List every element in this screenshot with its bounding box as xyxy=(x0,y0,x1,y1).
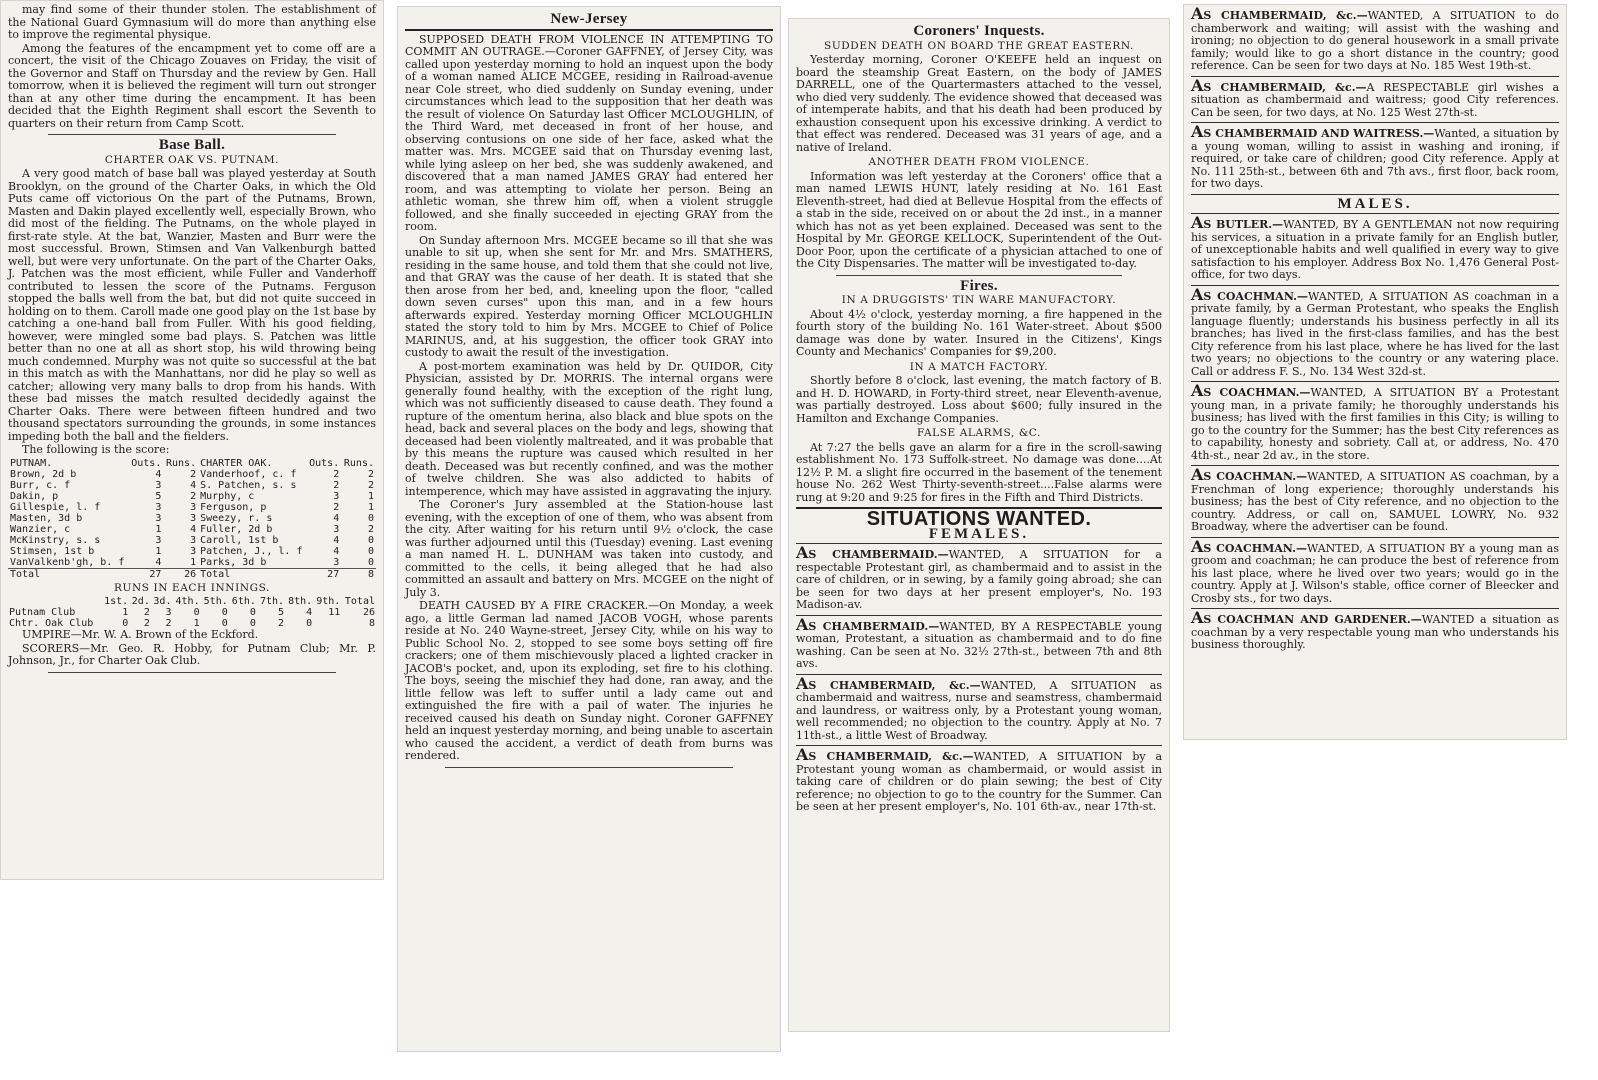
sub-heading: SUDDEN DEATH ON BOARD THE GREAT EASTERN. xyxy=(824,39,1134,52)
ad-keyword: S CHAMBERMAID, &c.— xyxy=(1203,80,1367,94)
table-cell: 3 xyxy=(190,501,197,513)
sub-heading: IN A DRUGGISTS' TIN WARE MANUFACTORY. xyxy=(841,294,1117,306)
table-cell: 2 xyxy=(190,490,197,502)
table-cell: VanValkenb'gh, b. f xyxy=(10,556,125,568)
sub-heading: CHARTER OAK VS. PUTNAM. xyxy=(104,153,280,166)
table-header xyxy=(8,596,101,607)
ad-text: WANTED, BY A GENTLEMAN not now requiring his services, a situation in a private family for an English butler, of unexceptionable habits and well qualified in every way to give satisfaction to his employer. Address Box No. 1,476 General Post-office, for two days. xyxy=(1191,218,1559,281)
table-cell: 3 xyxy=(155,501,162,513)
ad-initial: A xyxy=(796,673,809,693)
article-paragraph: On Sunday afternoon Mrs. MCGEE became so ill that she was unable to sit up, when she sent for Mr. and Mrs. SMATHERS, residing in the same house, and told them that she could not live, and that GRAY was the cause of her death. It is stated that she then arose from her bed, and, kneeling upon the floor, "called down seven curses" upon this man, and in a few hours afterwards expired. Yesterday morning Officer MCLOUGHLIN stated the story told to him by Mrs. MCGEE to Chief of Police MARINUS, and, at his suggestion, the officer took GRAY into custody to await the result of the investigation. xyxy=(405,233,773,359)
sub-heading: FALSE ALARMS, &C. xyxy=(917,427,1041,439)
score-table xyxy=(8,458,376,580)
article-paragraph: Yesterday morning, Coroner O'KEEFE held an inquest on board the steamship Great Eastern, on the body of JAMES DARRELL, one of the Quartermasters attached to the vessel, who died very suddenly. The evidence showed that deceased was of intemperate habits, and that his death had been produced by exhaustion consequent upon his excessive drinking. A verdict to that effect was rendered. Deceased was 31 years of age, and a native of Ireland. xyxy=(796,53,1162,154)
table-cell: 4 xyxy=(333,534,340,546)
ad-keyword: S CHAMBERMAID AND WAITRESS.— xyxy=(1203,127,1435,140)
ad-keyword: S COACHMAN.— xyxy=(1203,470,1308,483)
table-row xyxy=(8,596,376,607)
table-cell: 27 xyxy=(327,568,340,580)
ad-keyword: S COACHMAN.— xyxy=(1203,541,1307,555)
divider xyxy=(1191,608,1559,609)
table-cell: Burr, c. f xyxy=(10,479,71,491)
table-cell: Murphy, c xyxy=(200,490,255,502)
classified-ad xyxy=(1191,381,1559,462)
table-cell: 3 xyxy=(190,512,197,524)
clipping-coroners-fires-situations xyxy=(788,18,1170,1032)
ad-initial: A xyxy=(1191,4,1204,23)
divider xyxy=(1191,465,1559,466)
divider xyxy=(1191,285,1559,286)
table-header: 6th. xyxy=(231,596,256,607)
table-cell: Wanzier, c xyxy=(10,523,71,535)
ad-initial: A xyxy=(1191,381,1204,400)
table-cell: 3 xyxy=(190,545,197,557)
table-cell: 1 xyxy=(155,545,162,557)
ad-keyword: S CHAMBERMAID.— xyxy=(808,619,940,633)
classified-ad xyxy=(796,614,1162,671)
ad-initial: A xyxy=(796,614,809,634)
table-header: Outs. xyxy=(309,457,340,469)
table-row xyxy=(8,535,376,546)
classified-ad xyxy=(1191,213,1559,282)
table-header: PUTNAM. xyxy=(10,457,53,469)
males-heading: MALES. xyxy=(1337,195,1413,212)
ad-initial: A xyxy=(796,745,809,764)
divider xyxy=(1191,194,1559,195)
ad-text: WANTED, BY A RESPECTABLE young woman, Protestant, a situation as chambermaid and to do fine washing. Can be seen at No. 32½ 27th-st., between 7th and 8th avs. xyxy=(796,619,1162,670)
article-paragraph: Shortly before 8 o'clock, last evening, the match factory of B. and H. D. HOWARD, in Forty-third street, near Eleventh-avenue, was partially destroyed. Loss about $600; fully insured in the Hamilton and Exchange Companies. xyxy=(796,374,1162,425)
table-cell: 2 xyxy=(333,479,340,491)
article-paragraph: Among the features of the encampment yet to come off are a concert, the visit of the Chicago Zouaves on Friday, the visit of the Governor and Staff on Thursday and the review by Gen. Hall tomorrow, when it is believed the regiment will turn out stronger than at any other time during the encampment. It has been decided that the Eighth Regiment shall escort the Seventh to quarters on their return from Camp Scott. xyxy=(8,41,376,130)
article-paragraph: SUPPOSED DEATH FROM VIOLENCE IN ATTEMPTING TO COMMIT AN OUTRAGE.—Coroner GAFFNEY, of Jersey City, was called upon yesterday morning to hold an inquest upon the body of a woman named ALICE MCGEE, residing in Railroad-avenue near Cole street, who died suddenly on Sunday evening, under circumstances which lead to the supposition that her death was the result of violence On Saturday last Officer MCLOUGHLIN, of the Third Ward, met deceased in front of her house, and observing contusions on one side of her face, asked what the matter was. Mrs. MCGEE said that on Thursday evening last, while lying asleep on her bed, she was suddenly awakened, and discovered that a man named JAMES GRAY had entered her room, and was attempting to violate her person. Being an athletic woman, she threw him off, when a violent struggle followed, and she finally succeeded in ejecting GRAY from the room. xyxy=(405,32,773,233)
clipping-situations-males xyxy=(1183,4,1567,740)
ad-keyword: S COACHMAN.— xyxy=(1203,386,1311,399)
article-paragraph: may find some of their thunder stolen. The establishment of the National Guard Gymnasium will do more than anything else to improve the regimental physique. xyxy=(8,3,376,41)
classified-ad xyxy=(796,745,1162,814)
table-row xyxy=(8,480,376,491)
ad-initial: A xyxy=(1191,608,1204,627)
classified-ad xyxy=(1191,284,1559,379)
table-cell: 4 xyxy=(333,545,340,557)
ad-initial: A xyxy=(1191,465,1204,484)
table-cell: 1 xyxy=(122,607,129,618)
innings-table xyxy=(8,596,376,629)
sub-heading: ANOTHER DEATH FROM VIOLENCE. xyxy=(868,156,1090,168)
classified-ad xyxy=(1191,465,1560,534)
article-paragraph: Information was left yesterday at the Coroners' office that a man named LEWIS HUNT, lately residing at No. 161 East Eleventh-street, had died at Bellevue Hospital from the effects of a stab in the side, received on or about the 2d inst., in a manner which has not as yet been explained. Deceased was sent to the Hospital by Mr. GEORGE KELLOCK, Superintendent of the Out-Door Poor, upon the certificate of a physician attached to one of the City Dispensaries. The matter will be investigated to-day. xyxy=(796,169,1162,270)
table-header: Total xyxy=(344,596,375,607)
ad-keyword: S CHAMBERMAID.— xyxy=(808,548,949,561)
table-cell: 4 xyxy=(155,468,162,480)
divider xyxy=(1191,381,1559,382)
table-cell: 2 xyxy=(367,468,374,480)
table-cell: 1 xyxy=(193,618,200,629)
table-header: 9th. xyxy=(316,596,341,607)
ad-text: WANTED, A SITUATION by a Protestant young woman as chambermaid, or would assist in taking care of children or do plain sewing; the best of City reference; no objection to go to the country for the Summer. Can be seen at her present employer's, No. 101 6th-av., near 17th-st. xyxy=(796,750,1162,813)
divider xyxy=(796,543,1162,544)
table-cell: 4 xyxy=(333,512,340,524)
table-cell: 1 xyxy=(155,523,162,535)
table-cell: 1 xyxy=(367,501,374,513)
table-row xyxy=(8,502,376,513)
table-cell: 3 xyxy=(333,523,340,535)
table-row xyxy=(8,557,376,569)
table-cell: 3 xyxy=(165,607,172,618)
table-cell: 0 xyxy=(367,534,374,546)
ad-text: WANTED, A SITUATION as chambermaid and waitress, nurse and seamstress, chambermaid and laundress, or waitress only, by a Protestant young woman, well recommended; no objection to the country. Apply at No. 7 11th-st., a little West of Broadway. xyxy=(796,678,1163,742)
divider xyxy=(48,672,336,673)
classified-ad xyxy=(1191,536,1559,606)
table-header: 4th. xyxy=(175,596,200,607)
ad-initial: A xyxy=(1191,213,1204,232)
table-cell: 4 xyxy=(306,607,313,618)
table-header: 2d. xyxy=(131,596,150,607)
classified-ad xyxy=(1191,4,1559,73)
umpire-line: UMPIRE—Mr. W. A. Brown of the Eckford. xyxy=(22,628,259,641)
ad-text: Wanted, a situation by a young woman, willing to assist in washing and ironing, if required, or take care of children; good City reference. Apply at No. 111 25th-st., between 6th and 7th avs., first floor, back room, for two days. xyxy=(1191,127,1560,190)
divider xyxy=(796,674,1162,675)
table-cell: Caroll, 1st b xyxy=(200,534,279,546)
table-cell: 3 xyxy=(333,556,340,568)
table-cell: 3 xyxy=(190,534,197,546)
ad-keyword: S CHAMBERMAID, &c.— xyxy=(808,678,981,692)
table-row xyxy=(8,513,376,524)
table-cell: 4 xyxy=(155,556,162,568)
table-cell: Fuller, 2d b xyxy=(200,523,273,535)
table-cell: 0 xyxy=(221,618,228,629)
table-cell: 2 xyxy=(165,618,172,629)
ad-initial: A xyxy=(1191,284,1204,304)
table-cell: Brown, 2d b xyxy=(10,468,77,480)
table-cell: 26 xyxy=(184,568,197,580)
classified-ad xyxy=(796,673,1163,743)
divider xyxy=(1191,76,1559,77)
scorers-line: SCORERS—Mr. Geo. R. Hobby, for Putnam Club; Mr. P. Johnson, Jr., for Charter Oak Club. xyxy=(8,641,376,667)
ad-text: WANTED, A SITUATION AS coachman, by a Frenchman of long experience; thoroughly understands his business; has the best of City reference, and no objection to the country. Address, or call on, SAMUEL LOWRY, No. 932 Broadway, where the advertiser can be found. xyxy=(1191,470,1560,533)
table-cell: Vanderhoof, c. f xyxy=(200,468,297,480)
table-cell: Gillespie, l. f xyxy=(10,501,101,513)
classified-ad xyxy=(796,543,1162,612)
article-paragraph: A post-mortem examination was held by Dr. QUIDOR, City Physician, assisted by Dr. MORRIS. The internal organs were generally found healthy, with the exception of the right lung, which was not sufficiently diseased to cause death. They found a rupture of the omentum herina, also black and blue spots on the head, back and several places on the body and legs, showing that deceased had been violently maltreated, and it was probable that by this means the rupture was caused which resulted in her death. Deceased was but recently confined, and was the mother of twelve children. She was also addicted to habits of intemperence, which may have assisted in aggravating the injury. xyxy=(405,359,773,498)
ad-initial: A xyxy=(1191,122,1204,141)
table-row xyxy=(8,546,376,557)
ad-text: WANTED, A SITUATION BY a Protestant young man, in a private family; he thoroughly understands his business; has lived with the first families in this City; is willing to go to the country for the Summer; has the best City references as to capability, honesty and sobriety. Call at, or address, No. 470 4th-st., near 2d av., in the store. xyxy=(1191,386,1559,462)
table-header: Runs. xyxy=(343,457,374,469)
innings-title: RUNS IN EACH INNINGS. xyxy=(114,581,270,594)
table-row xyxy=(8,524,376,535)
article-paragraph: At 7:27 the bells gave an alarm for a fire in the scroll-sawing establishment No. 173 Suffolk-street. No damage was done....At 12½ P. M. a slight fire occurred in the basement of the tenement house No. 262 West Thirty-seventh-street....False alarms were rung at 9:20 and 9:25 for fires in the Fifth and Third Districts. xyxy=(796,440,1162,504)
table-row xyxy=(8,469,376,480)
table-cell: 2 xyxy=(278,618,285,629)
ad-keyword: S COACHMAN.— xyxy=(1203,289,1308,303)
table-cell: 5 xyxy=(278,607,285,618)
divider xyxy=(405,29,773,31)
table-cell: 2 xyxy=(367,523,374,535)
table-cell: 2 xyxy=(367,479,374,491)
table-cell: 0 xyxy=(122,618,129,629)
table-row xyxy=(8,491,376,502)
table-cell: 3 xyxy=(155,479,162,491)
table-cell: 8 xyxy=(367,568,374,580)
article-paragraph: DEATH CAUSED BY A FIRE CRACKER.—On Monday, a week ago, a little German lad named JACOB VOGH, whose parents reside at No. 240 Wayne-street, Jersey City, while on his way to Public School No. 2, stopped to see some boys setting off fire crackers; one of them mischievously placed a lighted cracker in JACOB's pocket, and, upon its exploding, set fire to his clothing. The boys, seeing the mischief they had done, ran away, and the little fellow was left to suffer until a lady came out and extinguished the fire with a pail of water. The injuries he received caused his death on Sunday night. Coroner GAFFNEY held an inquest yesterday morning, and being unable to ascertain who caused the accident, a verdict of death from burns was rendered. xyxy=(405,599,773,762)
table-cell: Ferguson, p xyxy=(200,501,267,513)
table-cell: 11 xyxy=(328,607,341,618)
ad-text: WANTED, A SITUATION for a respectable Protestant girl, as chambermaid and to assist in the care of children, or in sewing, by a family going abroad; she can be seen for two days at her present employer's, No. 193 Madison-av. xyxy=(796,548,1162,611)
section-heading: New-Jersey xyxy=(550,11,628,27)
table-cell: 0 xyxy=(306,618,313,629)
divider xyxy=(1191,213,1559,214)
section-heading: Base Ball. xyxy=(158,137,226,153)
table-cell: 2 xyxy=(333,501,340,513)
ad-initial: A xyxy=(1191,536,1204,556)
ad-keyword: S CHAMBERMAID, &c.— xyxy=(808,750,974,763)
divider xyxy=(1191,537,1559,538)
table-cell: Total xyxy=(10,568,41,580)
table-cell: 1 xyxy=(190,556,197,568)
table-header: 8th. xyxy=(288,596,313,607)
situations-wanted-heading: SITUATIONS WANTED. xyxy=(866,508,1092,530)
table-cell: 0 xyxy=(249,618,256,629)
table-cell: Patchen, J., l. f xyxy=(200,545,303,557)
table-cell: 26 xyxy=(362,607,375,618)
article-paragraph: A very good match of base ball was played yesterday at South Brooklyn, on the ground of the Charter Oaks, in which the Old Puts came off victorious On the part of the Putnams, Brown, Masten and Dakin played excellently well, especially Brown, who did most of the fielding. The Putnams, on the whole played in first-rate style. At the bat, Wanzier, Masten and Burr were the most successful. Brown, Stimsen and Van Valkenburgh batted well, but were very unfortunate. On the part of the Charter Oaks, J. Patchen was the most efficient, while Fuller and Vanderhoff contributed to lessen the score of the Putnams. Ferguson stopped the balls well from the bat, but did not quite succeed in holding on to them. Caroll made one good play on the 1st base by catching a one-hand ball from Fuller. With his good fielding, however, were mingled some bad plays. S. Patchen was little better than no one at all as short stop, his wild throwing being much condemned. Murphy was not quite so successful at the bat in this match as with the Manhattans, nor did he play so well as catcher; allowing very many balls to drop from his hands. With these bad misses the match resulted decidedly against the Charter Oaks. There were between fifteen hundred and two thousand spectators surrounding the grounds, in some instances impeding both the ball and the fielders. xyxy=(8,167,376,443)
table-cell: 2 xyxy=(143,607,150,618)
divider xyxy=(1191,122,1559,123)
table-header: CHARTER OAK. xyxy=(200,457,273,469)
table-header: Outs. xyxy=(131,457,162,469)
table-cell: 4 xyxy=(190,523,197,535)
table-header: 5th. xyxy=(203,596,228,607)
sub-heading: IN A MATCH FACTORY. xyxy=(909,360,1049,373)
ad-text: A RESPECTABLE girl wishes a situation as chambermaid and waitress; good City references. Can be seen, for two days, at No. 125 West 27th-st. xyxy=(1191,80,1560,119)
table-header: 3d. xyxy=(153,596,172,607)
table-row xyxy=(8,568,376,580)
table-cell: 3 xyxy=(333,490,340,502)
table-cell: 0 xyxy=(193,607,200,618)
table-cell: 0 xyxy=(367,556,374,568)
table-cell: 3 xyxy=(155,512,162,524)
clipping-base-ball xyxy=(0,0,384,880)
table-cell: 0 xyxy=(221,607,228,618)
table-cell: Putnam Club xyxy=(9,607,76,618)
table-cell: S. Patchen, s. s xyxy=(200,479,297,491)
article-paragraph: The Coroner's Jury assembled at the Station-house last evening, with the exception of one of them, who was absent from the city. After waiting for his return until 9½ o'clock, the case was further adjourned until this (Tuesday) evening. Last evening a man named H. L. DUNHAM was taken into custody, and committed to the cells, it being alleged that he had also committed an assault and battery on Mrs. MCGEE on the night of July 3. xyxy=(405,498,773,599)
table-cell: 2 xyxy=(333,468,340,480)
table-cell: 4 xyxy=(190,479,197,491)
divider xyxy=(48,134,336,135)
table-cell: Chtr. Oak Club xyxy=(9,618,94,629)
ad-keyword: S CHAMBERMAID, &c.— xyxy=(1203,9,1368,22)
table-cell: 2 xyxy=(190,468,197,480)
table-cell: 1 xyxy=(367,490,374,502)
ad-text: WANTED, A SITUATION AS coachman in a private family, by a German Protestant, who speaks the English language fluently; understands his business perfectly in all its branches; has lived in the first-class families, and has the best City reference from his last place, where he has lived for the last two years; no objections to the country or any watering place. Call or address F. S., No. 134 West 32d-st. xyxy=(1191,289,1559,378)
ad-keyword: S BUTLER.— xyxy=(1203,218,1284,231)
table-cell: 0 xyxy=(367,512,374,524)
table-cell: 2 xyxy=(143,618,150,629)
table-header: Runs. xyxy=(166,457,197,469)
table-row xyxy=(8,607,376,618)
table-cell: 5 xyxy=(155,490,162,502)
divider xyxy=(836,275,1122,276)
table-header: 7th. xyxy=(259,596,285,607)
ad-text: WANTED a situation as coachman by a very respectable young man who understands his business thoroughly. xyxy=(1191,613,1559,651)
divider xyxy=(796,745,1162,746)
divider xyxy=(796,615,1162,616)
classified-ad xyxy=(1191,608,1559,652)
table-cell: Dakin, p xyxy=(10,490,59,502)
clipping-new-jersey xyxy=(397,6,781,1052)
table-cell: 8 xyxy=(368,618,375,629)
table-cell: Total xyxy=(200,568,231,580)
ad-initial: A xyxy=(796,543,809,562)
article-paragraph: The following is the score: xyxy=(22,443,170,456)
table-cell: Stimsen, 1st b xyxy=(10,545,95,557)
section-heading: Fires. xyxy=(960,277,998,294)
females-heading: FEMALES. xyxy=(928,525,1030,542)
classified-ad xyxy=(1191,75,1560,120)
classified-ad xyxy=(1191,122,1560,191)
table-cell: 27 xyxy=(149,568,162,580)
table-cell xyxy=(313,618,341,629)
table-cell: McKinstry, s. s xyxy=(10,534,101,546)
table-cell: Parks, 3d b xyxy=(200,556,267,568)
table-cell: Masten, 3d b xyxy=(10,512,83,524)
table-cell: 3 xyxy=(155,534,162,546)
section-heading: Coroners' Inquests. xyxy=(913,23,1045,39)
table-row xyxy=(8,458,376,469)
table-header: 1st. xyxy=(104,596,129,607)
table-cell: 0 xyxy=(249,607,256,618)
article-paragraph: About 4½ o'clock, yesterday morning, a fire happened in the fourth story of the building No. 161 Water-street. About $500 damage was done by water. Insured in the Citizens', Kings County and Mechanics' Companies for $9,200. xyxy=(796,307,1162,358)
ad-initial: A xyxy=(1191,75,1204,95)
table-cell: Sweezy, r. s xyxy=(200,512,273,524)
ad-keyword: S COACHMAN AND GARDENER.— xyxy=(1203,613,1422,626)
table-cell: 0 xyxy=(367,545,374,557)
ad-text: WANTED, A SITUATION to do chamberwork and waiting; will assist with the washing and ironing; no objection to do general housework in a small private family; would like to go a short distance in the country; good reference. Can be seen for two days at No. 185 West 19th-st. xyxy=(1191,9,1559,72)
ad-text: WANTED, A SITUATION BY a young man as groom and coachman; he can produce the best of reference from his last place, where he lived over two years; would go in the country. Apply at J. Wilson's stable, office corner of Bleecker and Crosby sts., for two days. xyxy=(1191,541,1559,605)
divider xyxy=(445,767,733,768)
